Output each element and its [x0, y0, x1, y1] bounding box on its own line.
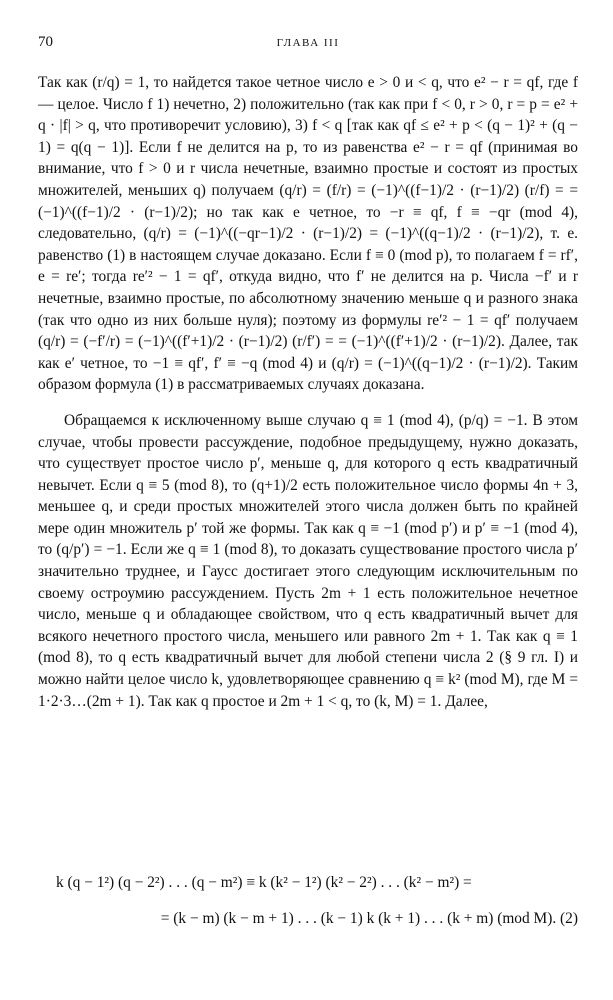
paragraph-1: Так как (r/q) = 1, то найдется такое четное число e > 0 и < q, что e² − r = qf, где f — целое. Число f 1) нечетно, 2) положительно (так как при f < 0, r > 0, r = p = e² + q · |f| > q, что противоречит условию), 3) f < q [так как qf ≤ e² + p < (q − 1)² + (q − 1) = q(q − 1)]. Если f не делится на p, то из равенства e² − r = qf (принимая во внимание, что f > 0 и r числа нечетные, взаимно простые и состоят из простых множителей, меньших q) получаем (q/r) = (f/r) = (−1)^((f−1)/2 · (r−1)/2) (r/f) = = (−1)^((f−1)/2 · (r−1)/2); но так как e четное, то −r ≡ qf, f ≡ −qr (mod 4), следовательно, (q/r) = (−1)^((−qr−1)/2 · (r−1)/2) = (−1)^((q−1)/2 · (r−1)/2), т. е. равенство (1) в настоящем случае доказано. Если f ≡ 0 (mod p), то полагаем f = rf′, e = re′; тогда re′² − 1 = qf′, откуда видно, что f′ не делится на p. Числа −f′ и r нечетные, взаимно простые, по абсолютному значению меньше q и разного знака (так что одно из них больше нуля); поэтому из формулы re′² − 1 = qf′ получаем (q/r) = (−f′/r) = (−1)^((f′+1)/2 · (r−1)/2) (r/f′) = = (−1)^((f′+1)/2 · (r−1)/2). Далее, так как e′ четное, то −1 ≡ qf′, f′ ≡ −q (mod 4) и (q/r) = (−1)^((q−1)/2 · (r−1)/2). Таким образом формула (1) в рассматриваемых случаях доказана.	[38, 74, 578, 394]
paragraph-2: Обращаемся к исключенному выше случаю q ≡ 1 (mod 4), (p/q) = −1. В этом случае, чтобы провести рассуждение, подобное предыдущему, нужно доказать, что существует простое число p′, меньше q, для которого q есть квадратичный невычет. Если q ≡ 5 (mod 8), то (q+1)/2 есть положительное число формы 4n + 3, меньшее q, и среди простых множителей этого числа должен быть по крайней мере один множитель p′ той же формы. Так как q ≡ −1 (mod p′) и p′ ≡ −1 (mod 4), то (q/p′) = −1. Если же q ≡ 1 (mod 8), то доказать существование простого числа p′ значительно труднее, и Гаусс достигает этого следующим исключительным по своему остроумию рассуждением. Пусть 2m + 1 есть положительное нечетное число, меньше q и обладающее свойством, что q есть квадратичный вычет для всякого нечетного простого числа, меньшего или равного 2m + 1. Так как q ≡ 1 (mod 8), то q есть квадратичный вычет для любой степени числа 2 (§ 9 гл. I) и можно найти целое число k, удовлетворяющее сравнению q ≡ k² (mod M), где M = 1·2·3…(2m + 1). Так как q простое и 2m + 1 < q, то (k, M) = 1. Далее,	[38, 411, 578, 710]
page-header	[38, 34, 578, 54]
chapter-title: ГЛАВА III	[276, 37, 340, 49]
equation-line-2: = (k − m) (k − m + 1) . . . (k − 1) k (k + 1) . . . (k + m) (mod M). (2)	[160, 910, 578, 927]
equation-line-1: k (q − 1²) (q − 2²) . . . (q − m²) ≡ k (k² − 1²) (k² − 2²) . . . (k² − m²) =	[56, 874, 472, 891]
page-number: 70	[38, 34, 53, 50]
body-text	[38, 72, 578, 712]
